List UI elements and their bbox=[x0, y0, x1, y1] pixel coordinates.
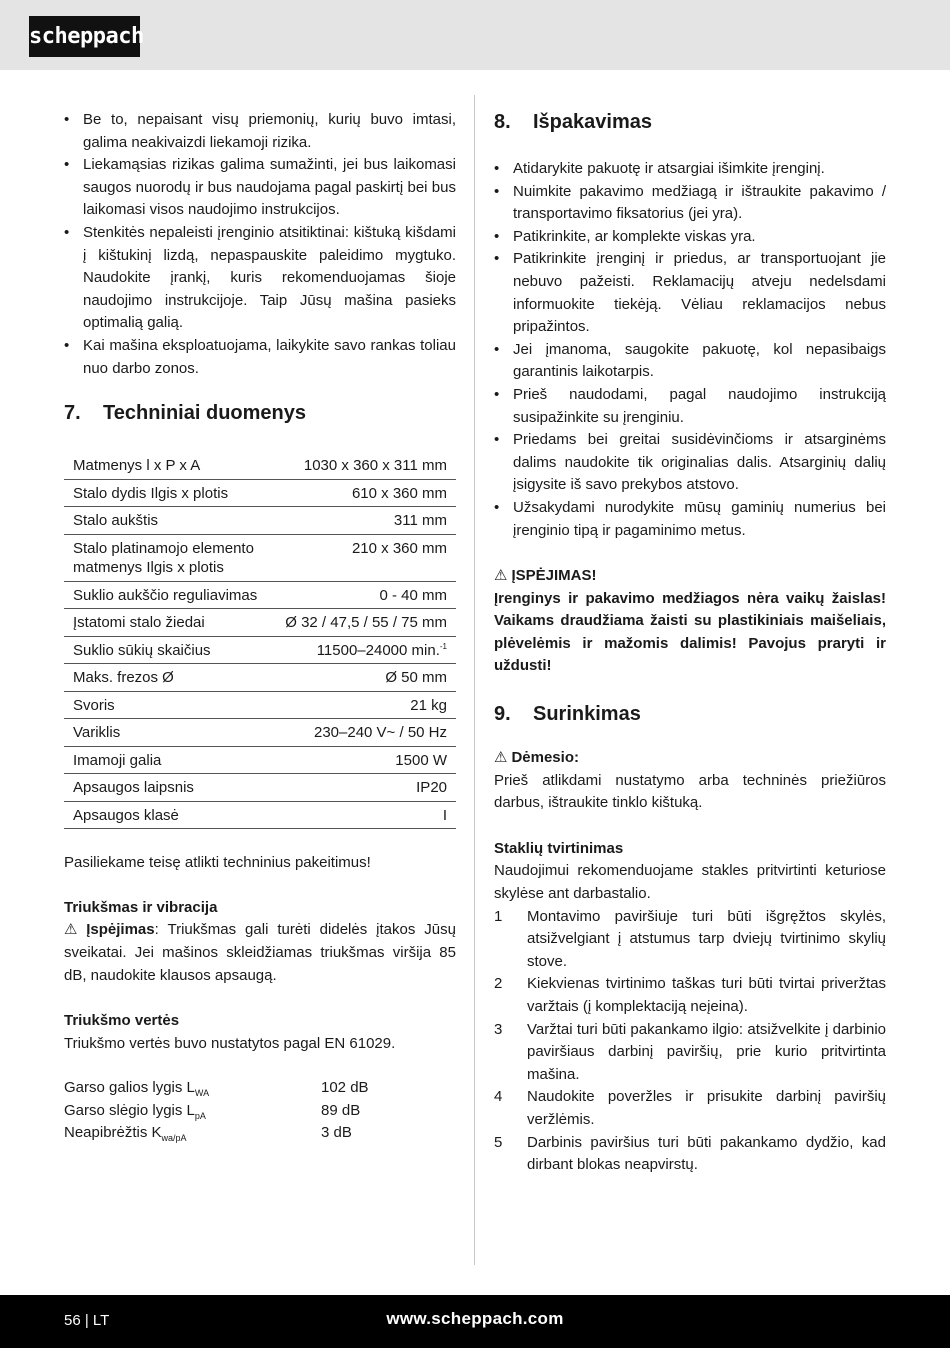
list-item: • Kai mašina eksploatuojama, laikykite savo rankas toliau nuo darbo zonos. bbox=[64, 335, 456, 380]
table-row bbox=[64, 664, 456, 692]
mount-text: Naudojimui rekomenduojame stakles pritvirtinti keturiose skylėse ant darbastalio. bbox=[494, 862, 886, 903]
table-row bbox=[64, 479, 456, 507]
list-item: • Priedams bei greitai susidėvinčioms ir atsarginėms dalims naudokite tik originalias dalis. Atsarginių dalių įsigysite iš savo prekybos atstovo. bbox=[494, 429, 886, 497]
noise-label-sub: WA bbox=[194, 1088, 210, 1099]
spec-value-text: 1500 W bbox=[395, 751, 447, 769]
list-item bbox=[494, 906, 886, 974]
spec-value bbox=[276, 636, 456, 664]
tech-changes-note: Pasiliekame teisę atlikti techninius pakeitimus! bbox=[64, 854, 371, 872]
section-9-heading bbox=[494, 701, 886, 727]
spec-label: Stalo dydis Ilgis x plotis bbox=[64, 479, 276, 507]
noise-label-text: Neapibrėžtis K bbox=[64, 1124, 162, 1142]
warning-label: Įspėjimas bbox=[86, 921, 155, 939]
spec-value bbox=[276, 534, 456, 581]
page-header bbox=[0, 0, 950, 70]
spec-value-text: 230–240 V~ / 50 Hz bbox=[313, 724, 447, 742]
attention-title-text: Dėmesio: bbox=[511, 749, 579, 767]
spec-value-text: I bbox=[442, 806, 447, 824]
spec-value bbox=[276, 507, 456, 535]
warning-icon: ⚠ bbox=[494, 567, 508, 585]
section-title: Techniniai duomenys bbox=[103, 402, 306, 425]
spec-value-text: 21 kg bbox=[410, 696, 447, 714]
step-text: Darbinis paviršius turi būti pakankamo dydžio, kad dirbant blokas neapvirstų. bbox=[527, 1133, 886, 1174]
step-number: 4 bbox=[494, 1088, 503, 1106]
list-item: • Jei įmanoma, saugokite pakuotę, kol nepasibaigs garantinis laikotarpis. bbox=[494, 339, 886, 384]
table-row bbox=[64, 691, 456, 719]
mount-steps bbox=[494, 906, 886, 1177]
list-item: • Užsakydami nurodykite mūsų gaminių numerius bei įrenginio tipą ir pagaminimo metus. bbox=[494, 497, 886, 542]
spec-value-text: 11500–24000 min. bbox=[316, 641, 440, 659]
brand-logo: scheppach bbox=[29, 16, 140, 57]
attention-icon: ⚠ bbox=[494, 749, 508, 767]
warning-title-text: ĮSPĖJIMAS! bbox=[511, 567, 597, 585]
section-7-heading bbox=[64, 400, 456, 426]
spec-value bbox=[276, 452, 456, 479]
table-row bbox=[64, 534, 456, 581]
spec-label: Variklis bbox=[64, 719, 276, 747]
left-column bbox=[64, 109, 456, 1145]
list-item: • Liekamąsias rizikas galima sumažinti, jei bus laikomasi saugos nuorodų ir bus naudojama pagal paskirtį bei bus laikomasi visos naudojimo instrukcijos. bbox=[64, 154, 456, 222]
noise-values-text: Triukšmo vertės buvo nustatytos pagal EN 61029. bbox=[64, 1034, 396, 1052]
noise-label-sub: wa/pA bbox=[161, 1133, 187, 1144]
list-item bbox=[494, 1019, 886, 1087]
table-row bbox=[64, 746, 456, 774]
table-row bbox=[64, 609, 456, 637]
list-item: • Nuimkite pakavimo medžiagą ir ištraukite pakavimo / transportavimo fiksatorius (jei yra). bbox=[494, 181, 886, 226]
spec-value bbox=[276, 609, 456, 637]
warning-icon: ⚠ bbox=[64, 921, 83, 939]
noise-label-text: Garso slėgio lygis L bbox=[64, 1101, 195, 1119]
step-number: 3 bbox=[494, 1020, 503, 1038]
spec-value-text: 210 x 360 mm bbox=[351, 539, 447, 557]
noise-values-heading: Triukšmo vertės bbox=[64, 1012, 180, 1030]
spec-label: Apsaugos klasė bbox=[64, 801, 276, 829]
list-item bbox=[494, 973, 886, 1018]
unpacking-bullets bbox=[494, 158, 886, 542]
spec-value-sup: -1 bbox=[439, 641, 447, 651]
spec-value-text: 610 x 360 mm bbox=[351, 484, 447, 502]
table-row bbox=[64, 581, 456, 609]
table-row bbox=[64, 719, 456, 747]
safety-bullets bbox=[64, 109, 456, 380]
spec-value bbox=[276, 691, 456, 719]
list-item bbox=[494, 1086, 886, 1131]
spec-value-text: 0 - 40 mm bbox=[379, 586, 447, 604]
list-item bbox=[494, 1132, 886, 1177]
spec-label: Stalo platinamojo elemento matmenys Ilgis x plotis bbox=[64, 534, 276, 581]
noise-label bbox=[64, 1122, 321, 1145]
section-title: Surinkimas bbox=[533, 703, 641, 726]
noise-value: 102 dB bbox=[321, 1079, 369, 1097]
list-item: • Patikrinkite įrenginį ir priedus, ar transportuojant jie nebuvo pažeisti. Reklamacijų atveju nedelsdami informuokite tiekėją. Vėliau reklamacijos nebus pripažintos. bbox=[494, 248, 886, 338]
warning-text: : Triukšmas gali turėti didelės įtakos Jūsų sveikatai. Jei mašinos skleidžiamas triukšmas viršija 85 dB, naudokite klausos apsaugą. bbox=[64, 921, 456, 984]
table-row bbox=[64, 801, 456, 829]
spec-label: Imamoji galia bbox=[64, 746, 276, 774]
noise-label bbox=[64, 1077, 321, 1100]
step-text: Montavimo paviršiuje turi būti išgręžtos skylės, atsižvelgiant į atstumus tarp dviejų tvirtinimo skylių stove. bbox=[527, 907, 886, 970]
page-footer bbox=[0, 1295, 950, 1348]
section-number: 8. bbox=[494, 111, 511, 133]
page-number: 56 | LT bbox=[64, 1312, 110, 1329]
spec-label: Apsaugos laipsnis bbox=[64, 774, 276, 802]
spec-value bbox=[276, 774, 456, 802]
spec-label: Maks. frezos Ø bbox=[64, 664, 276, 692]
spec-value bbox=[276, 479, 456, 507]
spec-value bbox=[276, 719, 456, 747]
noise-value: 3 dB bbox=[321, 1124, 352, 1142]
list-item: • Be to, nepaisant visų priemonių, kurių buvo imtasi, galima neakivaizdi liekamoji rizika. bbox=[64, 109, 456, 154]
spec-label: Suklio aukščio reguliavimas bbox=[64, 581, 276, 609]
noise-warning bbox=[64, 919, 456, 987]
table-row bbox=[64, 507, 456, 535]
right-column bbox=[494, 109, 886, 1177]
spec-value-text: IP20 bbox=[416, 779, 447, 797]
list-item: • Stenkitės nepaleisti įrenginio atsitiktinai: kištuką kišdami į kištukinį lizdą, nepaspauskite paleidimo mygtuko. Naudokite įrankį, kuris rekomenduojamas šioje naudojimo instrukcijoje. Taip Jūsų mašina pasieks optimalią galią. bbox=[64, 222, 456, 335]
step-number: 2 bbox=[494, 975, 503, 993]
noise-value: 89 dB bbox=[321, 1101, 361, 1119]
footer-url: www.scheppach.com bbox=[386, 1309, 564, 1328]
spec-value-text: Ø 50 mm bbox=[385, 669, 447, 687]
spec-value bbox=[276, 581, 456, 609]
mount-heading: Staklių tvirtinimas bbox=[494, 839, 624, 857]
step-number: 1 bbox=[494, 907, 503, 925]
section-title: Išpakavimas bbox=[533, 111, 652, 133]
section-number: 7. bbox=[64, 402, 81, 425]
spec-value-text: 311 mm bbox=[393, 512, 447, 530]
noise-label-sub: pA bbox=[194, 1110, 206, 1121]
step-text: Kiekvienas tvirtinimo taškas turi būti tvirtai priveržtas varžtais (į komplektaciją neįeina). bbox=[527, 975, 886, 1015]
spec-value bbox=[276, 801, 456, 829]
specs-table bbox=[64, 452, 456, 829]
warning-title bbox=[494, 565, 886, 588]
attention-title bbox=[494, 747, 886, 770]
attention-text: Prieš atlikdami nustatymo arba techninės priežiūros darbus, ištraukite tinklo kištuką. bbox=[494, 771, 886, 812]
step-text: Naudokite poveržles ir prisukite darbinį paviršių veržlėmis. bbox=[527, 1088, 886, 1128]
spec-label: Svoris bbox=[64, 691, 276, 719]
step-text: Varžtai turi būti pakankamo ilgio: atsižvelkite į darbinio paviršiaus darbinį paviršių, prie kurio pritvirtinta mašina. bbox=[527, 1020, 886, 1083]
spec-value bbox=[276, 664, 456, 692]
table-row bbox=[64, 636, 456, 664]
spec-label: Matmenys l x P x A bbox=[64, 452, 276, 479]
noise-values bbox=[64, 1077, 456, 1145]
spec-label: Suklio sūkių skaičius bbox=[64, 636, 276, 664]
noise-label-text: Garso galios lygis L bbox=[64, 1079, 195, 1097]
list-item: • Prieš naudodami, pagal naudojimo instrukciją susipažinkite su įrenginiu. bbox=[494, 384, 886, 429]
list-item: • Patikrinkite, ar komplekte viskas yra. bbox=[494, 226, 886, 249]
section-8-heading bbox=[494, 109, 886, 135]
table-row bbox=[64, 774, 456, 802]
spec-label: Stalo aukštis bbox=[64, 507, 276, 535]
spec-value-text: Ø 32 / 47,5 / 55 / 75 mm bbox=[285, 614, 447, 632]
section-number: 9. bbox=[494, 703, 511, 726]
spec-value-text: 1030 x 360 x 311 mm bbox=[303, 457, 447, 475]
table-row bbox=[64, 452, 456, 479]
noise-heading: Triukšmas ir vibracija bbox=[64, 898, 218, 916]
step-number: 5 bbox=[494, 1133, 503, 1151]
spec-label: Įstatomi stalo žiedai bbox=[64, 609, 276, 637]
noise-label bbox=[64, 1100, 321, 1123]
warning-text: Įrenginys ir pakavimo medžiagos nėra vaikų žaislas! Vaikams draudžiama žaisti su plastikiniais maišeliais, plėvelėmis ir mažomis dalimis! Pavojus praryti ir uždusti! bbox=[494, 589, 886, 675]
spec-value bbox=[276, 746, 456, 774]
column-divider bbox=[474, 95, 475, 1265]
list-item: • Atidarykite pakuotę ir atsargiai išimkite įrenginį. bbox=[494, 158, 886, 181]
